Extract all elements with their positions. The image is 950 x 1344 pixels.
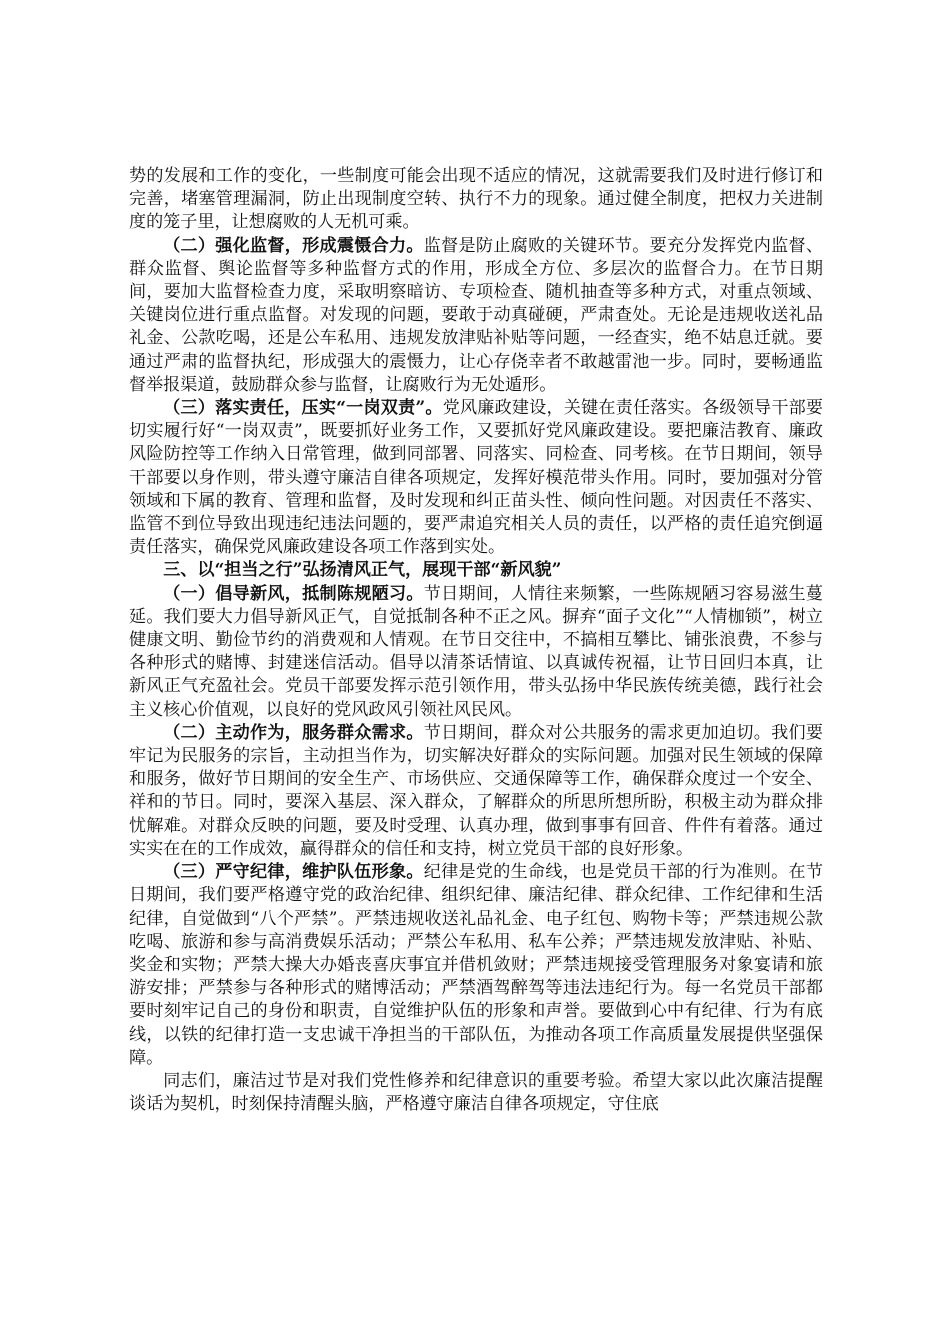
paragraph-lead: （二）主动作为，服务群众需求。	[163, 722, 424, 743]
paragraph-body: 节日期间，群众对公共服务的需求更加迫切。我们要牢记为民服务的宗旨，主动担当作为，切实解决好群众的实际问题。加强对民生领域的保障和服务，做好节日期间的安全生产、市场供应、交通保障等工作，确保群众度过一个安全、祥和的节日。同时，要深入基层、深入群众，了解群众的所思所想所盼，积极主动为群众排忧解难。对群众反映的问题，要及时受理、认真办理，做到事事有回音、件件有着落。通过实实在在的工作成效，赢得群众的信任和支持，树立党员干部的良好形象。	[129, 722, 823, 859]
paragraph-continuation: 势的发展和工作的变化，一些制度可能会出现不适应的情况，这就需要我们及时进行修订和完善，堵塞管理漏洞，防止出现制度空转、执行不力的现象。通过健全制度，把权力关进制度的笼子里，让想腐败的人无机可乘。	[129, 166, 823, 233]
paragraph-strengthen-supervision	[129, 235, 823, 397]
paragraph-lead: （二）强化监督，形成震慑合力。	[163, 235, 424, 256]
paragraph-strict-discipline	[129, 861, 823, 1070]
paragraph-advocate-new-customs	[129, 583, 823, 722]
paragraph-lead: （三）严守纪律，维护队伍形象。	[163, 862, 424, 883]
paragraph-lead: （三）落实责任，压实“一岗双责”。	[163, 398, 443, 419]
paragraph-body: 纪律是党的生命线，也是党员干部的行为准则。在节日期间，我们要严格遵守党的政治纪律、组织纪律、廉洁纪律、群众纪律、工作纪律和生活纪律，自觉做到“八个严禁”。严禁违规收送礼品礼金、电子红包、购物卡等；严禁违规公款吃喝、旅游和参与高消费娱乐活动；严禁公车私用、私车公养；严禁违规发放津贴、补贴、奖金和实物；严禁大操大办婚丧喜庆事宜并借机敛财；严禁违规接受管理服务对象宴请和旅游安排；严禁参与各种形式的赌博活动；严禁酒驾醉驾等违法违纪行为。每一名党员干部都要时刻牢记自己的身份和职责，自觉维护队伍的形象和声誉。要做到心中有纪律、行为有底线，以铁的纪律打造一支忠诚干净担当的干部队伍，为推动各项工作高质量发展提供坚强保障。	[129, 862, 823, 1068]
paragraph-body: 监督是防止腐败的关键环节。要充分发挥党内监督、群众监督、舆论监督等多种监督方式的作用，形成全方位、多层次的监督合力。在节日期间，要加大监督检查力度，采取明察暗访、专项检查、随机抽查等多种方式，对重点领域、关键岗位进行重点监督。对发现的问题，要敢于动真碰硬，严肃查处。无论是违规收送礼品礼金、公款吃喝，还是公车私用、违规发放津贴补贴等问题，一经查实，绝不姑息迁就。要通过严肃的监督执纪，形成强大的震慑力，让心存侥幸者不敢越雷池一步。同时，要畅通监督举报渠道，鼓励群众参与监督，让腐败行为无处遁形。	[129, 235, 823, 395]
document-page	[129, 165, 823, 1116]
paragraph-implement-responsibility	[129, 397, 823, 559]
paragraph-body: 党风廉政建设，关键在责任落实。各级领导干部要切实履行好“一岗双责”，既要抓好业务工作，又要抓好党风廉政建设。要把廉洁教育、廉政风险防控等工作纳入日常管理，做到同部署、同落实、同检查、同考核。在节日期间，领导干部要以身作则，带头遵守廉洁自律各项规定，发挥好模范带头作用。同时，要加强对分管领域和下属的教育、管理和监督，及时发现和纠正苗头性、倾向性问题。对因责任不落实、监管不到位导致出现违纪违法问题的，要严肃追究相关人员的责任，以严格的责任追究倒逼责任落实，确保党风廉政建设各项工作落到实处。	[129, 398, 824, 558]
paragraph-serve-masses	[129, 722, 823, 861]
section-heading: 三、以“担当之行”弘扬清风正气，展现干部“新风貌”	[163, 560, 562, 581]
paragraph-closing: 同志们，廉洁过节是对我们党性修养和纪律意识的重要考验。希望大家以此次廉洁提醒谈话为契机，时刻保持清醒头脑，严格遵守廉洁自律各项规定，守住底	[129, 1070, 823, 1115]
paragraph-lead: （一）倡导新风，抵制陈规陋习。	[163, 583, 424, 604]
paragraph-body: 节日期间，人情往来频繁，一些陈规陋习容易滋生蔓延。我们要大力倡导新风正气，自觉抵制各种不正之风。摒弃“面子文化”“人情枷锁”，树立健康文明、勤俭节约的消费观和人情观。在节日交往中，不搞相互攀比、铺张浪费，不参与各种形式的赌博、封建迷信活动。倡导以清茶话情谊、以真诚传祝福，让节日回归本真，让新风正气充盈社会。党员干部要发挥示范引领作用，带头弘扬中华民族传统美德，践行社会主义核心价值观，以良好的党风政风引领社风民风。	[129, 583, 823, 720]
